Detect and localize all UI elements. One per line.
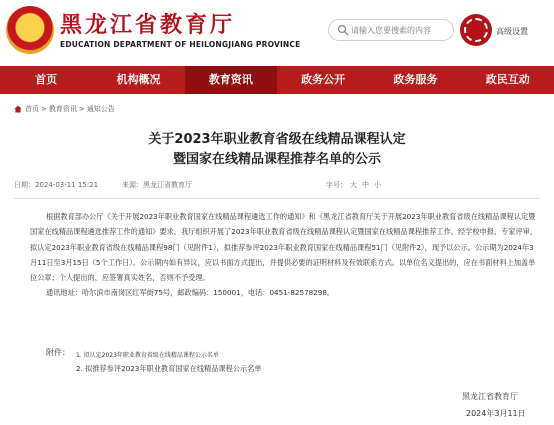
breadcrumb <box>14 104 115 114</box>
site-title-english: EDUCATION DEPARTMENT OF HEILONGJIANG PROVINCE <box>60 40 301 49</box>
font-size-medium[interactable]: 中 <box>362 181 369 189</box>
accessibility-ring <box>464 18 488 42</box>
search-input[interactable] <box>351 21 451 39</box>
nav-item-public-interaction[interactable]: 政民互动 <box>485 73 530 86</box>
breadcrumb-education-news[interactable]: 教育资讯 <box>48 105 77 113</box>
article-paragraph: 根据教育部办公厅《关于开展2023年职业教育国家在线精品课程遴选工作的通知》和《黑龙江省教育厅关于开展2023年职业教育省级在线精品课程认定暨国家在线精品课程遴选推荐工作的通知》要求，我厅组织开展了2023年职业教育省级在线精品课程认定暨国家在线精品课程推荐工作。经学校申报、专家评审，拟认定2023年职业教育省级在线精品课程98门（见附件1），拟推荐参评2023年职业教育国家在线精品课程51门（见附件2），现予以公示。公示期为2024年3月11日至3月15日（5个工作日）。公示期内如有异议，应以书面方式提出，并提供必要的证明材料及有效联系方式。以单位名义提出的，应在书面材料上加盖单位公章；个人提出的，应签署真实姓名，否则不予受理。 <box>30 212 538 283</box>
signature-date: 2024年3月11日 <box>466 409 526 418</box>
article-date: 日期：2024-03-11 15:21 <box>14 181 99 189</box>
breadcrumb-separator: > <box>41 105 47 113</box>
signature-organization: 黑龙江省教育厅 <box>462 392 518 401</box>
nav-item-home[interactable]: 首页 <box>35 73 58 86</box>
attachment-link-2[interactable]: 2. 拟推荐参评2023年职业教育国家在线精品课程公示名单 <box>76 364 262 373</box>
article-title-line2: 暨国家在线精品课程推荐名单的公示 <box>172 152 381 167</box>
attachments-label: 附件： <box>46 348 70 357</box>
font-size-small[interactable]: 小 <box>374 181 381 189</box>
article-source: 来源：黑龙江省教育厅 <box>122 181 192 189</box>
attachment-link-1[interactable]: 1. 拟认定2023年职业教育省级在线精品课程公示名单 <box>76 352 219 359</box>
font-size-large[interactable]: 大 <box>350 181 357 189</box>
national-emblem-icon <box>6 6 54 54</box>
breadcrumb-home[interactable]: 首页 <box>25 105 39 113</box>
nav-item-government-services[interactable]: 政务服务 <box>393 73 438 86</box>
main-nav <box>0 66 554 94</box>
article-meta <box>0 180 554 194</box>
search-icon[interactable] <box>337 24 349 36</box>
breadcrumb-separator: > <box>78 105 85 113</box>
article-body <box>30 209 538 301</box>
divider <box>14 198 540 199</box>
search-box[interactable] <box>328 19 454 41</box>
home-icon <box>14 105 22 113</box>
nav-item-organization[interactable]: 机构概况 <box>116 73 161 86</box>
nav-item-education-news[interactable]: 教育资讯 <box>185 66 277 94</box>
site-header <box>0 0 554 62</box>
contact-info: 通讯地址：哈尔滨市南岗区红军街75号，邮政编码：150001，电话：0451-82578298。 <box>46 288 335 298</box>
font-size-label: 字号： <box>326 181 347 189</box>
site-title[interactable]: 黑龙江省教育厅 <box>60 12 236 38</box>
accessibility-icon[interactable] <box>460 14 492 46</box>
nav-item-government-affairs[interactable]: 政务公开 <box>301 73 346 86</box>
article-title-line1: 关于2023年职业教育省级在线精品课程认定 <box>148 132 406 147</box>
accessibility-label[interactable]: 高级设置 <box>496 27 528 36</box>
breadcrumb-notices[interactable]: 通知公告 <box>86 105 115 113</box>
